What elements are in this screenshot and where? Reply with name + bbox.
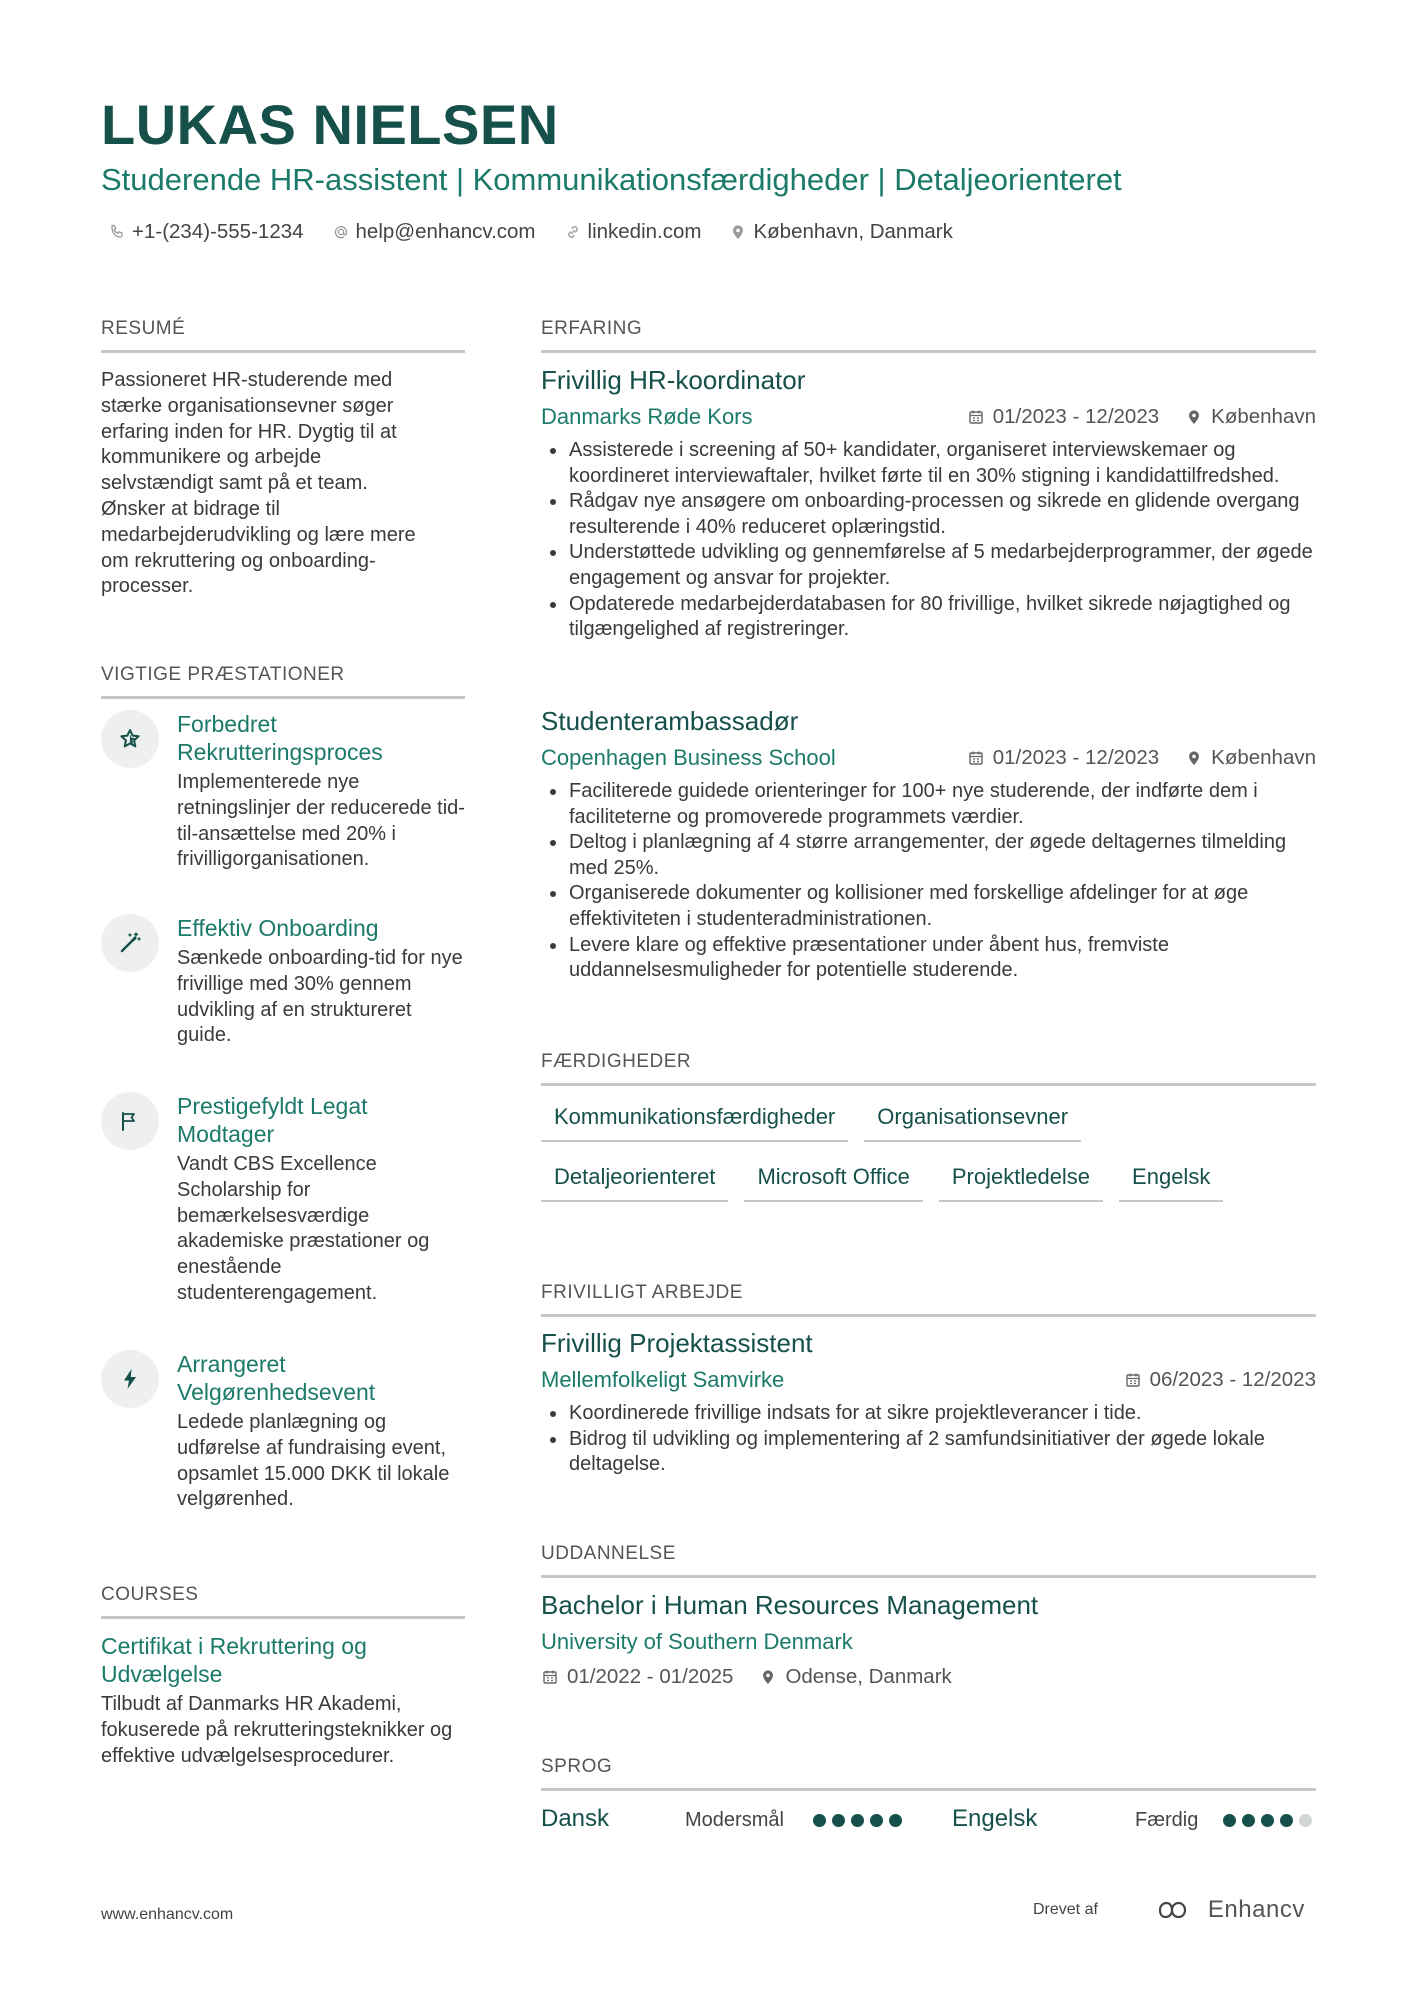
language-name: Engelsk xyxy=(952,1805,1038,1832)
job-dates-text: 01/2023 - 12/2023 xyxy=(992,405,1160,428)
achievement-description: Implementerede nye retningslinjer der reducerede tid-til-ansættelse med 20% i frivilligorganisationen. xyxy=(177,771,465,871)
summary-line: stærke organisationsevner søger xyxy=(101,394,394,417)
bullet-item: Koordinerede frivillige indsats for at sikre projektleverancer i tide. xyxy=(541,1401,1316,1427)
achievement-description: Ledede planlægning og udførelse af fundraising event, opsamlet 15.000 DKK til lokale velgørenhed. xyxy=(177,1411,450,1511)
job-title: Studenterambassadør xyxy=(541,706,799,736)
location-pin-icon xyxy=(1185,408,1203,426)
magic-wand-icon xyxy=(101,914,159,972)
school-name: University of Southern Denmark xyxy=(541,1629,853,1654)
volunteer-dates xyxy=(1124,1368,1316,1392)
skill-tag: Kommunikationsfærdigheder xyxy=(541,1104,848,1142)
course-item xyxy=(101,1632,465,1769)
job-dates xyxy=(967,746,1159,770)
achievement-item xyxy=(101,1092,465,1307)
location-pin-icon xyxy=(759,1668,777,1686)
email-text: help@enhancv.com xyxy=(355,220,536,243)
summary-line: medarbejderudvikling og lære mere xyxy=(101,523,416,546)
bullet-item: Bidrog til udvikling og implementering af 2 samfundsinitiativer der øgede lokale deltagelse. xyxy=(541,1427,1316,1478)
bullet-item: Deltog i planlægning af 4 større arrangementer, der øgede deltagernes tilmelding med 25%. xyxy=(541,830,1316,881)
achievement-description: Sænkede onboarding-tid for nye frivillige med 30% gennem udvikling af en struktureret guide. xyxy=(177,947,463,1047)
skills-list xyxy=(541,1104,1321,1224)
achievement-title: Arrangeret Velgørenhedsevent xyxy=(177,1351,376,1405)
section-title-languages: SPROG xyxy=(541,1756,1316,1791)
language-rating xyxy=(813,1814,902,1827)
rating-dot-empty xyxy=(1299,1814,1312,1827)
candidate-name: LUKAS NIELSEN xyxy=(101,93,559,156)
calendar-icon xyxy=(1124,1371,1142,1389)
skill-tag: Engelsk xyxy=(1119,1164,1223,1202)
volunteer-title: Frivillig Projektassistent xyxy=(541,1328,813,1358)
contact-location xyxy=(729,220,952,244)
at-icon xyxy=(332,223,350,241)
bullet-item: Levere klare og effektive præsentationer under åbent hus, fremviste uddannelsesmuligheder for potentielle studerende. xyxy=(541,933,1316,984)
enhancv-logo-icon xyxy=(1148,1897,1194,1923)
rating-dot-filled xyxy=(1280,1814,1293,1827)
education-dates-text: 01/2022 - 01/2025 xyxy=(567,1665,734,1688)
language-name: Dansk xyxy=(541,1805,610,1832)
headline: Studerende HR-assistent | Kommunikationsfærdigheder | Detaljeorienteret xyxy=(101,162,1122,197)
section-title-experience: ERFARING xyxy=(541,318,1316,353)
skill-tag: Microsoft Office xyxy=(744,1164,922,1202)
summary-text xyxy=(101,368,465,600)
section-title-volunteer: FRIVILLIGT ARBEJDE xyxy=(541,1282,1316,1317)
summary-line: processer. xyxy=(101,575,194,598)
achievement-title: Prestigefyldt Legat Modtager xyxy=(177,1093,368,1147)
summary-line: erfaring inden for HR. Dygtig til at xyxy=(101,420,397,443)
location-pin-icon xyxy=(1185,749,1203,767)
link-icon xyxy=(564,223,582,241)
footer-branding xyxy=(1033,1896,1305,1924)
job-location-text: København xyxy=(1211,405,1316,428)
contact-phone xyxy=(108,220,304,244)
contact-bar xyxy=(108,220,953,244)
job-title: Frivillig HR-koordinator xyxy=(541,365,806,395)
contact-email[interactable] xyxy=(332,220,536,244)
location-text: København, Danmark xyxy=(753,220,953,243)
rating-dot-filled xyxy=(813,1814,826,1827)
skill-tag: Detaljeorienteret xyxy=(541,1164,728,1202)
achievement-item xyxy=(101,710,465,873)
summary-line: Passioneret HR-studerende med xyxy=(101,369,393,391)
rating-dot-filled xyxy=(832,1814,845,1827)
footer-website[interactable]: www.enhancv.com xyxy=(101,1906,234,1923)
volunteer-bullets xyxy=(541,1401,1316,1478)
phone-text: +1-(234)-555-1234 xyxy=(132,220,304,243)
section-title-education: UDDANNELSE xyxy=(541,1543,1316,1578)
rating-dot-filled xyxy=(1261,1814,1274,1827)
brand-name: Enhancv xyxy=(1207,1896,1305,1923)
star-icon xyxy=(101,710,159,768)
course-description: Tilbudt af Danmarks HR Akademi, fokuserede på rekrutteringsteknikker og effektive udvælgelsesprocedurer. xyxy=(101,1693,453,1767)
section-title-skills: FÆRDIGHEDER xyxy=(541,1051,1316,1086)
contact-linkedin[interactable] xyxy=(564,220,702,244)
linkedin-text: linkedin.com xyxy=(587,220,702,243)
skill-tag: Projektledelse xyxy=(939,1164,1103,1202)
education-location xyxy=(759,1665,951,1689)
section-title-achievements: VIGTIGE PRÆSTATIONER xyxy=(101,664,465,699)
volunteer-dates-text: 06/2023 - 12/2023 xyxy=(1149,1368,1316,1391)
job-dates-text: 01/2023 - 12/2023 xyxy=(992,746,1160,769)
education-location-text: Odense, Danmark xyxy=(785,1665,952,1688)
phone-icon xyxy=(108,223,126,241)
education-dates xyxy=(541,1665,733,1689)
bullet-item: Understøttede udvikling og gennemførelse af 5 medarbejderprogrammer, der øgede engagement og ansvar for projekter. xyxy=(541,540,1316,591)
organization-name: Mellemfolkeligt Samvirke xyxy=(541,1367,785,1392)
calendar-icon xyxy=(967,749,985,767)
language-level: Færdig xyxy=(1135,1809,1199,1831)
job-bullets xyxy=(541,779,1316,984)
achievement-title: Effektiv Onboarding xyxy=(177,915,379,941)
bullet-item: Rådgav nye ansøgere om onboarding-processen og sikrede en glidende overgang resulterende i 40% reduceret oplæringstid. xyxy=(541,489,1316,540)
job-location xyxy=(1185,405,1316,429)
summary-line: Ønsker at bidrage til xyxy=(101,497,280,520)
achievement-item xyxy=(101,1350,465,1513)
calendar-icon xyxy=(967,408,985,426)
location-pin-icon xyxy=(729,223,747,241)
calendar-icon xyxy=(541,1668,559,1686)
rating-dot-filled xyxy=(889,1814,902,1827)
achievement-title: Forbedret Rekrutteringsproces xyxy=(177,711,383,765)
rating-dot-filled xyxy=(870,1814,883,1827)
rating-dot-filled xyxy=(1223,1814,1236,1827)
summary-line: kommunikere og arbejde xyxy=(101,446,322,469)
bolt-icon xyxy=(101,1350,159,1408)
summary-line: selvstændigt samt på et team. xyxy=(101,472,368,495)
job-location xyxy=(1185,746,1316,770)
section-title-courses: COURSES xyxy=(101,1584,465,1619)
company-name: Copenhagen Business School xyxy=(541,745,836,770)
volunteer-item xyxy=(541,1328,1316,1478)
flag-icon xyxy=(101,1092,159,1150)
experience-item xyxy=(541,706,1316,984)
bullet-item: Opdaterede medarbejderdatabasen for 80 frivillige, hvilket sikrede nøjagtighed og tilgængelighed af registreringer. xyxy=(541,592,1316,643)
bullet-item: Organiserede dokumenter og kollisioner med forskellige afdelinger for at øge effektiviteten i studenteradministrationen. xyxy=(541,881,1316,932)
achievement-description: Vandt CBS Excellence Scholarship for bemærkelsesværdige akademiske præstationer og enestående studenterengagement. xyxy=(177,1153,430,1304)
bullet-item: Faciliterede guidede orienteringer for 100+ nye studerende, der indførte dem i faciliteterne og promoverede programmets værdier. xyxy=(541,779,1316,830)
company-name: Danmarks Røde Kors xyxy=(541,404,753,429)
job-bullets xyxy=(541,438,1316,643)
languages-list xyxy=(541,1805,1316,1837)
bullet-item: Assisterede i screening af 50+ kandidater, organiseret interviewskemaer og koordineret interviewaftaler, hvilket førte til en 30% stigning i kandidattilfredshed. xyxy=(541,438,1316,489)
achievement-item xyxy=(101,914,465,1049)
rating-dot-filled xyxy=(851,1814,864,1827)
summary-line: om rekruttering og onboarding- xyxy=(101,549,376,572)
rating-dot-filled xyxy=(1242,1814,1255,1827)
skill-tag: Organisationsevner xyxy=(864,1104,1081,1142)
job-dates xyxy=(967,405,1159,429)
language-rating xyxy=(1223,1814,1312,1827)
degree: Bachelor i Human Resources Management xyxy=(541,1590,1039,1620)
powered-by-text: Drevet af xyxy=(1033,1901,1098,1918)
job-location-text: København xyxy=(1211,746,1316,769)
education-item xyxy=(541,1590,1316,1689)
course-title: Certifikat i Rekruttering og Udvælgelse xyxy=(101,1633,367,1687)
experience-item xyxy=(541,365,1316,643)
language-level: Modersmål xyxy=(685,1809,784,1831)
section-title-summary: RESUMÉ xyxy=(101,318,465,353)
